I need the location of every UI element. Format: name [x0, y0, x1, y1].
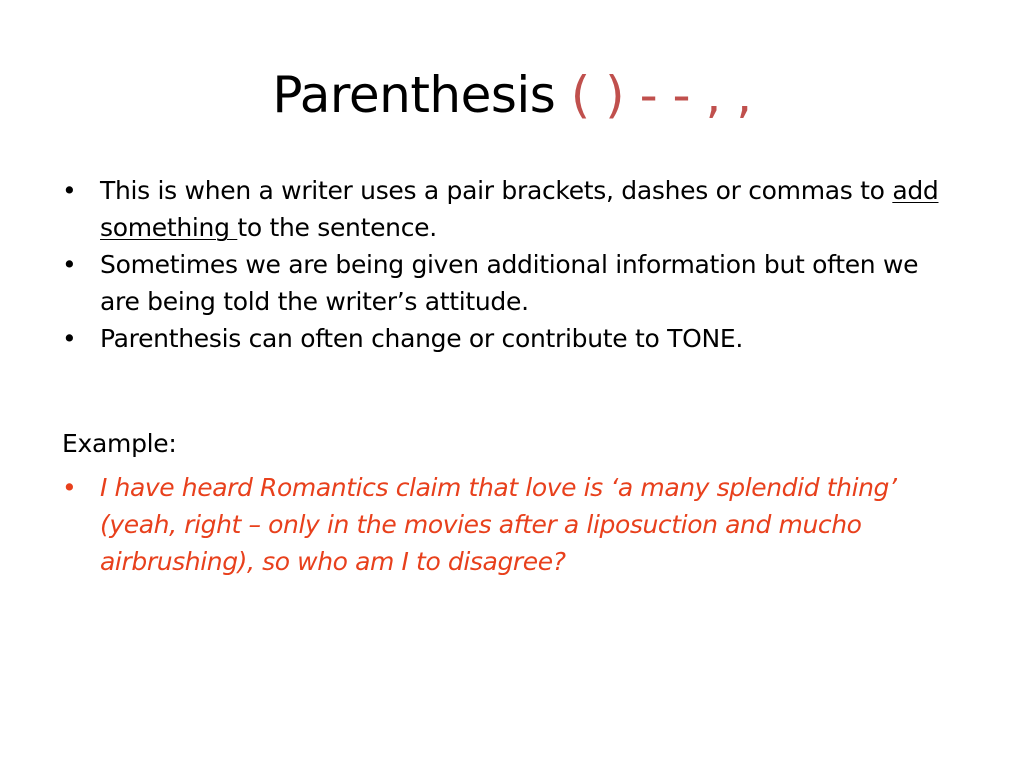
slide-title-punctuation-symbols: ( ) - - , ,	[570, 66, 752, 124]
bullet-text: Parenthesis can often change or contribute to TONE.	[100, 324, 744, 353]
bullet-text: Sometimes we are being given additional information but often we are being told the writer’s attitude.	[100, 250, 919, 316]
bullet-item	[62, 246, 962, 320]
bullet-text-end: to the sentence.	[237, 213, 437, 242]
slide-title-text: Parenthesis	[272, 66, 571, 124]
example-item	[62, 469, 962, 580]
bullet-list	[62, 172, 962, 357]
bullet-icon: •	[62, 250, 77, 279]
bullet-icon: •	[62, 176, 77, 205]
slide-title	[0, 62, 1024, 128]
example-quote-text: I have heard Romantics claim that love is ‘a many splendid thing’ (yeah, right – only in the movies after a liposuction and mucho airbrushing), so who am I to disagree?	[100, 473, 897, 576]
bullet-underlined-phrase: add something	[100, 176, 939, 242]
bullet-icon: •	[62, 324, 77, 353]
bullet-item	[62, 172, 962, 246]
example-list	[62, 469, 962, 580]
bullet-text-start: This is when a writer uses a pair brackets, dashes or commas to	[100, 176, 893, 205]
bullet-item	[62, 320, 962, 357]
example-label: Example:	[62, 429, 177, 458]
example-bullet-icon: •	[62, 473, 77, 502]
